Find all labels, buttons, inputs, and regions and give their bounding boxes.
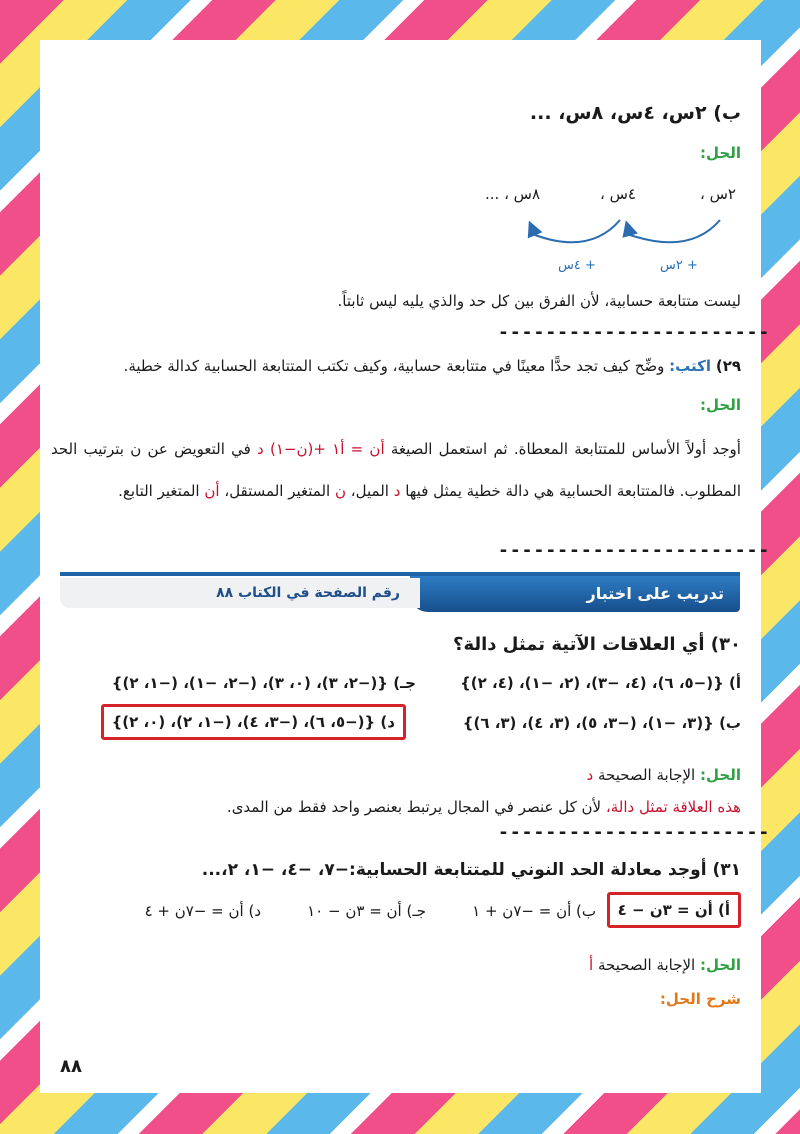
q29-number: ٢٩) [715, 357, 741, 375]
q30-question: أي العلاقات الآتية تمثل دالة؟ [453, 634, 705, 655]
divider-3: ----------------------- [498, 822, 771, 843]
q30-correct-letter: د [586, 766, 594, 784]
page-sheet [40, 40, 771, 1093]
solution-label-b: الحل: [700, 144, 741, 162]
q31-option-b: ب) أن = −٧ن + ١ [472, 902, 596, 920]
q30-solution-label: الحل: [700, 766, 741, 784]
seq-term-3: ٨س ، ... [485, 185, 541, 203]
q29-answer-3: الميل، [350, 482, 389, 500]
q30-reason [227, 798, 741, 816]
practice-banner [60, 572, 740, 612]
q30-correct-text: الإجابة الصحيحة [598, 766, 696, 784]
solution-label-29: الحل: [700, 396, 741, 414]
q29-answer-5: المتغير التابع. [118, 482, 200, 500]
q30-option-b: ب) {(٣، −١)، (−٣، ٥)، (٣، ٤)، (٣، ٦)} [462, 714, 741, 732]
q30-correct [587, 766, 741, 784]
divider-2: ----------------------- [498, 540, 771, 561]
banner-title: تدريب على اختبار [586, 584, 724, 603]
q29-text: وضِّح كيف تجد حدًّا معينًا في متتابعة حسابية، وكيف تكتب المتتابعة الحسابية كدالة خطية. [123, 357, 665, 375]
question-b [481, 102, 741, 124]
diff-label-2s: + ٢س [660, 258, 698, 273]
q31-number: ٣١) [712, 860, 741, 880]
q30-number: ٣٠) [710, 634, 741, 655]
q29-formula: أن = أ١ +(ن−١) د [257, 440, 385, 458]
difference-arrows [520, 210, 740, 270]
q30-reason-rest: لأن كل عنصر في المجال يرتبط بعنصر واحد فقط من المدى. [226, 798, 602, 816]
q30-option-a: أ) {(−٥، ٦)، (٤، −٣)، (٢، −١)، (٤، ٢)} [460, 674, 741, 692]
q29-answer [51, 428, 741, 512]
question-b-label: ب) [713, 102, 741, 124]
q31-correct-text: الإجابة الصحيحة [598, 956, 696, 974]
q29-answer-2: في التعويض عن ن بترتيب الحد المطلوب. فالمتتابعة الحسابية هي دالة خطية يمثل فيها [51, 440, 741, 500]
q31-option-j: جـ) أن = ٣ن − ١٠ [307, 902, 426, 920]
question-b-sequence: ٢س، ٤س، ٨س، ... [529, 102, 707, 124]
q29-var-n: ن [335, 482, 347, 500]
q31-option-a: أ) أن = ٣ن − ٤ [607, 892, 741, 928]
q31-option-d: د) أن = −٧ن + ٤ [144, 902, 261, 920]
seq-term-1: ٢س ، [700, 185, 736, 203]
banner-page-ref: رقم الصفحة في الكتاب ٨٨ [216, 585, 400, 601]
question-b-conclusion: ليست متتابعة حسابية، لأن الفرق بين كل حد والذي يليه ليس ثابتاً. [337, 292, 741, 310]
arrow-1 [628, 220, 720, 242]
question-31 [202, 860, 741, 880]
question-30 [453, 634, 741, 655]
q29-var-an: أن [204, 482, 220, 500]
q29-answer-1: أوجد أولاً الأساس للمتتابعة المعطاة. ثم استعمل الصيغة [390, 440, 741, 458]
divider-1: ----------------------- [498, 322, 771, 343]
q31-solution-label: الحل: [700, 956, 741, 974]
q30-option-j: جـ) {(−٢، ٣)، (٠، ٣)، (−٢، −١)، (−١، ٢)} [111, 674, 416, 692]
q30-reason-red: هذه العلاقة تمثل دالة، [605, 798, 741, 816]
q29-answer-4: المتغير المستقل، [224, 482, 331, 500]
q31-question: أوجد معادلة الحد النوني للمتتابعة الحسابية:−٧، −٤، −١، ٢،... [201, 860, 707, 880]
diff-label-4s: + ٤س [558, 258, 596, 273]
q31-correct [589, 956, 741, 974]
q29-keyword: اكتب: [669, 357, 712, 375]
seq-term-2: ٤س ، [600, 185, 636, 203]
question-29 [51, 357, 741, 375]
q29-var-d: د [393, 482, 401, 500]
q31-correct-letter: أ [589, 956, 594, 974]
q31-explain-label: شرح الحل: [659, 990, 741, 1008]
arrow-2 [532, 220, 620, 242]
page-number: ٨٨ [60, 1056, 82, 1077]
q30-option-d: د) {(−٥، ٦)، (−٣، ٤)، (−١، ٢)، (٠، ٢)} [101, 704, 406, 740]
